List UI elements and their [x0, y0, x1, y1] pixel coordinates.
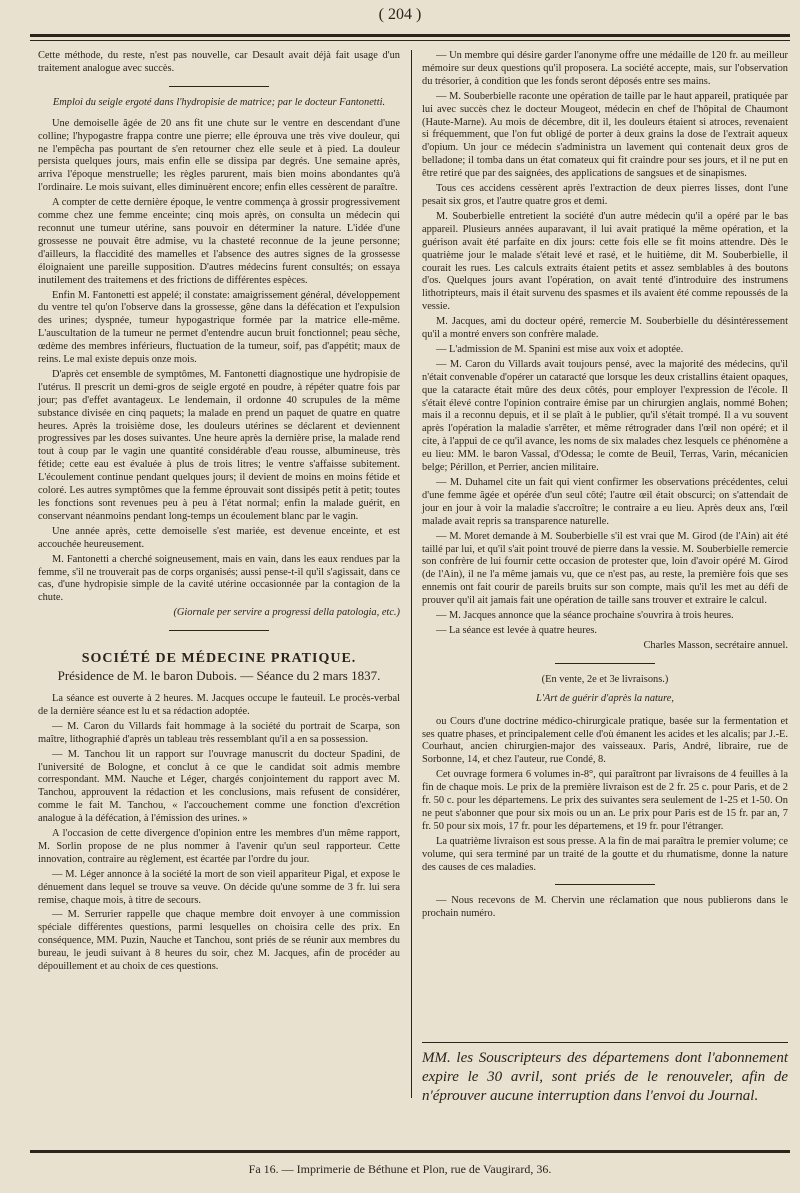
paragraph: A compter de cette dernière époque, le ventre commença à grossir progressivement comme chez une femme enceinte; cinq mois après, on consulta un médecin qui reconnut une tumeur utérine, sans pouvoir en déterminer la nature. L'idée d'une grossesse ne pouvait être admise, vu la chasteté reconnue de la jeune personne; d'ailleurs, la flaccidité des mamelles et l'absence des autres signes de la grossesse éloignaient une pareille supposition. D'autres médecins furent consultés; on essaya inutilement des traitemens et des frictions de différentes espèces.: [38, 197, 400, 286]
paragraph: Tous ces accidens cessèrent après l'extraction de deux pierres lisses, dont l'une pesait six gros, et l'autre quatre gros et demi.: [422, 183, 788, 207]
paragraph: — M. Souberbielle raconte une opération de taille par le haut appareil, pratiquée par lui avec succès chez le docteur Mougeot, médecin en chef de l'hôpital de Chaumont (Haute-Marne). Au mois de décembre, dit il, les douleurs étaient si atroces, revenaient si fréquemment, que l'on fut obligé de porter à deux grains la dose de l'extrait aqueux d'opium. Un jour ce médecin s'administra un lavement qui contenait deux gros de belladone; il tomba dans un état comateux qui fit craindre pour ses jours, et il ne put en être retiré que par des saignées, des applications de sangsues et de sinapismes.: [422, 90, 788, 180]
paragraph: Cette méthode, du reste, n'est pas nouvelle, car Desault avait déjà fait usage d'un traitement analogue avec succès.: [38, 50, 400, 74]
source-citation: (Giornale per servire a progressi della patologia, etc.): [173, 607, 400, 619]
article-title: Emploi du seigle ergoté dans l'hydropisie de matrice; par le docteur Fantonetti.: [52, 96, 386, 108]
paragraph: Une année après, cette demoiselle s'est mariée, est devenue enceinte, et est accouchée heureusement.: [38, 525, 400, 550]
paragraph: La quatrième livraison est sous presse. A la fin de mai paraîtra le premier volume; ce volume, qui sera terminé par un traité de la goutte et du rhumatisme, donne la nature des causes de ces maladies.: [422, 835, 789, 873]
paragraph: — M. Jacques annonce que la séance prochaine s'ouvrira à trois heures.: [436, 610, 734, 622]
right-column: [422, 50, 788, 923]
paragraph: D'après cet ensemble de symptômes, M. Fantonetti diagnostique une hydropisie de l'utérus. Il prescrit un demi-gros de seigle ergoté en poudre, à répéter quatre fois par jour; pas d'effet avantageux. Le lendemain, il ordonne 40 scrupules de la même substance divisée en cinq paquets; la malade en prend un paquet de quatre en quatre heures. Après la troisième dose, les douleurs utérines se déclarent et deviennent progressives par les doses suivantes. Une heure après la dernière prise, la malade rend tout à coup par le vagin une quantité considérable d'eau rousse, albumineuse, très fétide; cette eau est évaluée à plus de trois litres; le ventre s'affaisse subitement. L'écoulement continue pendant quelques jours; il devient de moins en moins fétide et coloré. Les autres symptômes que la femme éprouvait sont dissipés petit à petit; toutes les fonctions sont revenues peu à peu à l'état normal; enfin la malade guérit, en conservant néanmoins pendant long-temps un écoulement blanc par le vagin.: [38, 368, 400, 522]
paragraph: M. Jacques, ami du docteur opéré, remercie M. Souberbielle du désintéressement qu'il a montré envers son confrère malade.: [422, 316, 788, 341]
divider: [169, 86, 269, 87]
paragraph: — M. Moret demande à M. Souberbielle s'il est vrai que M. Girod (de l'Ain) ait été taillé par lui, et qu'il s'ait point trouvé de pierre dans la vessie. M. Souberbielle remercie son confrère de lui fournir cette occasion de protester que, loin d'avoir opéré M. Girod (de l'Ain), il ne l'a même jamais vu, que ce n'est pas, au reste, la première fois que ses ennemis ont fait courir de pareils bruits sur son compte, mais qu'il les met au défi de prouver qu'il ait jamais fait une opération de taille sans trouver et extraire le calcul.: [422, 530, 788, 607]
page-number: ( 204 ): [378, 6, 422, 23]
paragraph: — Nous recevons de M. Chervin une réclamation que nous publierons dans le prochain numéro.: [422, 895, 788, 920]
paragraph: La séance est ouverte à 2 heures. M. Jacques occupe le fauteuil. Le procès-verbal de la dernière séance est lu et sa rédaction adoptée.: [38, 692, 400, 717]
paragraph: M. Souberbielle entretient la société d'un autre médecin qu'il a opéré par le bas appareil. Plusieurs années auparavant, il lui avait pratiqué la même opération, et la guérison avait été parfaite en dix jours: cette fois elle se fit moins attendre. Dès le quatrième jour le malade s'était levé et rasé, et le huitième, dit M. Souberbielle, il courait les rues. Les calculs extraits étaient petits et assez semblables à des boutons d'os. Quelques jours avant l'opération, on avait tenté d'introduire des instrumens lithotripteurs, mais il était survenu des spasmes et ils avaient été comme repoussés de la vessie.: [422, 210, 788, 313]
section-title: SOCIÉTÉ DE MÉDECINE PRATIQUE.: [81, 651, 357, 667]
paragraph: — M. Serrurier rappelle que chaque membre doit envoyer à une commission spéciale différentes questions, parmi lesquelles on choisira celle des prix. En conséquence, MM. Puzin, Nauche et Tanchou, sont priés de se réunir aux membres du bureau, le jeudi suivant à 8 heures du soir, chez M. Jacques, afin de procéder au dépouillement et au choix de ces questions.: [38, 909, 400, 973]
paragraph: — M. Tanchou lit un rapport sur l'ouvrage manuscrit du docteur Spadini, de l'université de Bologne, et conclut à ce que le candidat soit admis membre correspondant. MM. Nauche et Léger, chargés conjointement du rapport avec M. Tanchou, approuvent la rédaction et les conclusions, mais refusent de considérer, comme le fait M. Tanchou, « l'accouchement comme une fonction d'excrétion analogue à la défécation, à l'émission des urines. »: [38, 748, 400, 825]
paragraph: — Un membre qui désire garder l'anonyme offre une médaille de 120 fr. au meilleur mémoire sur deux questions qu'il proposera. La société accepte, mais, sur l'observation du trésorier, à condition que les fonds seront déposés entre ses mains.: [422, 50, 788, 87]
header-rule: [30, 34, 790, 37]
left-column: [38, 50, 400, 976]
paragraph: — M. Léger annonce à la société la mort de son vieil appariteur Pigal, et expose le dénuement dans lequel se trouve sa veuve. On décide qu'une somme de 3 fr. lui sera remise, chaque mois, à titre de secours.: [38, 868, 400, 906]
paragraph: — La séance est levée à quatre heures.: [436, 624, 597, 636]
paragraph: Cet ouvrage formera 6 volumes in-8°, qui paraîtront par livraisons de 4 feuilles à la fin de chaque mois. Le prix de la première livraison est de 2 fr. 25 c. pour Paris, et de 2 fr. 50 c. pour les départemens. Le prix des suivantes sera seulement de 1-25 et 1-50. On ne peut s'abonner que pour six mois ou un an. Le prix pour Paris est de 15 fr. par an, 7 fr. 50 pour six mois, 17 fr. pour les départemens, et 19 fr. pour l'étranger.: [422, 769, 788, 832]
divider: [169, 630, 269, 631]
subscriber-notice: MM. les Souscripteurs des départemens dont l'abonnement expire le 30 avril, sont priés de le renouveler, afin de n'éprouver aucune interruption dans l'envoi du Journal.: [422, 1042, 788, 1106]
signature: Charles Masson, secrétaire annuel.: [643, 639, 788, 651]
paragraph: — M. Duhamel cite un fait qui vient confirmer les observations précédentes, celui d'une femme âgée et opérée d'un seul côté; l'autre œil était obscurci; on s'attendait de jour en jour à voir la maladie s'accroître; le contraire a eu lieu. Après deux ans, l'œil malade avait repris sa transparence naturelle.: [422, 477, 788, 527]
paragraph: — M. Caron du Villards avait toujours pensé, avec la majorité des médecins, qu'il n'était convenable d'opérer un cataracté que lorsque les deux cristallins étaient opaques, que la cataracte était mûre des deux côtés, pour employer l'expression de l'école. Il s'était élevé contre l'opinion contraire émise par un chirurgien anglais, nommé Bohen; mais il a reconnu depuis, et il se plaît à le publier, qu'il s'était trompé. Il a vu souvent après l'opération la maladie s'arrêter, et même rétrograder dans l'œil non opéré; et il cite, à l'appui de ce qu'il avance, les noms de six malades chez lesquels ce phénomène a eu lieu: MM. le baron Vassal, d'Odessa; le comte de Beuil, Terras, Varin, mécanicien belge; Périllon, et Perrier, ancien militaire.: [422, 358, 788, 474]
book-title: L'Art de guérir d'après la nature,: [536, 692, 674, 704]
divider: [555, 663, 655, 664]
header-rule-thin: [30, 40, 790, 41]
paragraph: ou Cours d'une doctrine médico-chirurgicale pratique, basée sur la fermentation et ses quatre phases, et principalement celle d'où émanent les acides et les alcalis; par J.-E. Courhaut, ancien chirurgien-major des vaisseaux. Paris, André, libraire, rue de Sorbonne, 14, et chez l'auteur, rue Condé, 8.: [422, 715, 788, 766]
imprint-line: Fa 16. — Imprimerie de Béthune et Plon, rue de Vaugirard, 36.: [248, 1162, 552, 1176]
column-divider: [411, 50, 412, 1098]
paragraph: Une demoiselle âgée de 20 ans fit une chute sur le ventre en descendant d'une colline; l'hypogastre frappa contre une pierre; elle éprouva une très vive douleur, qui ne l'empêcha pas pourtant de s'en retourner chez elle seule et à pied. La douleur persista quelques jours, mais enfin elle se dissipa par degrés. Une semaine après, arriva l'époque menstruelle; les règles parurent, mais bien moins abondantes qu'à l'ordinaire. Le mois suivant, elles diminuèrent encore; enfin elles cessèrent de paraître.: [38, 117, 400, 194]
footer-rule: [30, 1150, 790, 1153]
paragraph: — M. Caron du Villards fait hommage à la société du portrait de Scarpa, son maître, lithographié d'après un tableau très ressemblant qu'il a en sa possession.: [38, 720, 400, 745]
divider: [555, 884, 655, 885]
paragraph: A l'occasion de cette divergence d'opinion entre les membres d'un même rapport, M. Sorlin propose de ne plus nommer à l'avenir qu'un seul rapporteur. Cette innovation, contraire au règlement, est écartée par l'ordre du jour.: [38, 828, 400, 865]
section-subtitle: Présidence de M. le baron Dubois. — Séance du 2 mars 1837.: [57, 668, 381, 684]
paragraph: M. Fantonetti a cherché soigneusement, mais en vain, dans les eaux rendues par la femme, s'il ne trouverait pas de corps organisés; aussi pense-t-il qu'il s'agissait, dans ce cas, d'une hydropisie simple de la cavité utérine occasionnée par la contagion de la chute.: [38, 553, 400, 604]
paragraph: — L'admission de M. Spanini est mise aux voix et adoptée.: [436, 343, 684, 355]
edition-note: (En vente, 2e et 3e livraisons.): [541, 673, 669, 685]
paragraph: Enfin M. Fantonetti est appelé; il constate: amaigrissement général, développement du ventre tel qu'on l'observe dans la grossesse, gêne dans la défécation et l'expulsion des urines; dyspnée, tumeur hypogastrique formée par la matrice elle-même. L'auscultation de la tumeur ne permet d'entendre aucun bruit fonctionnel; peau sèche, œdème des membres inférieurs, fluctuation de la tumeur, soif, pas d'appétit; maux de reins. Le mal existe depuis onze mois.: [38, 289, 400, 366]
